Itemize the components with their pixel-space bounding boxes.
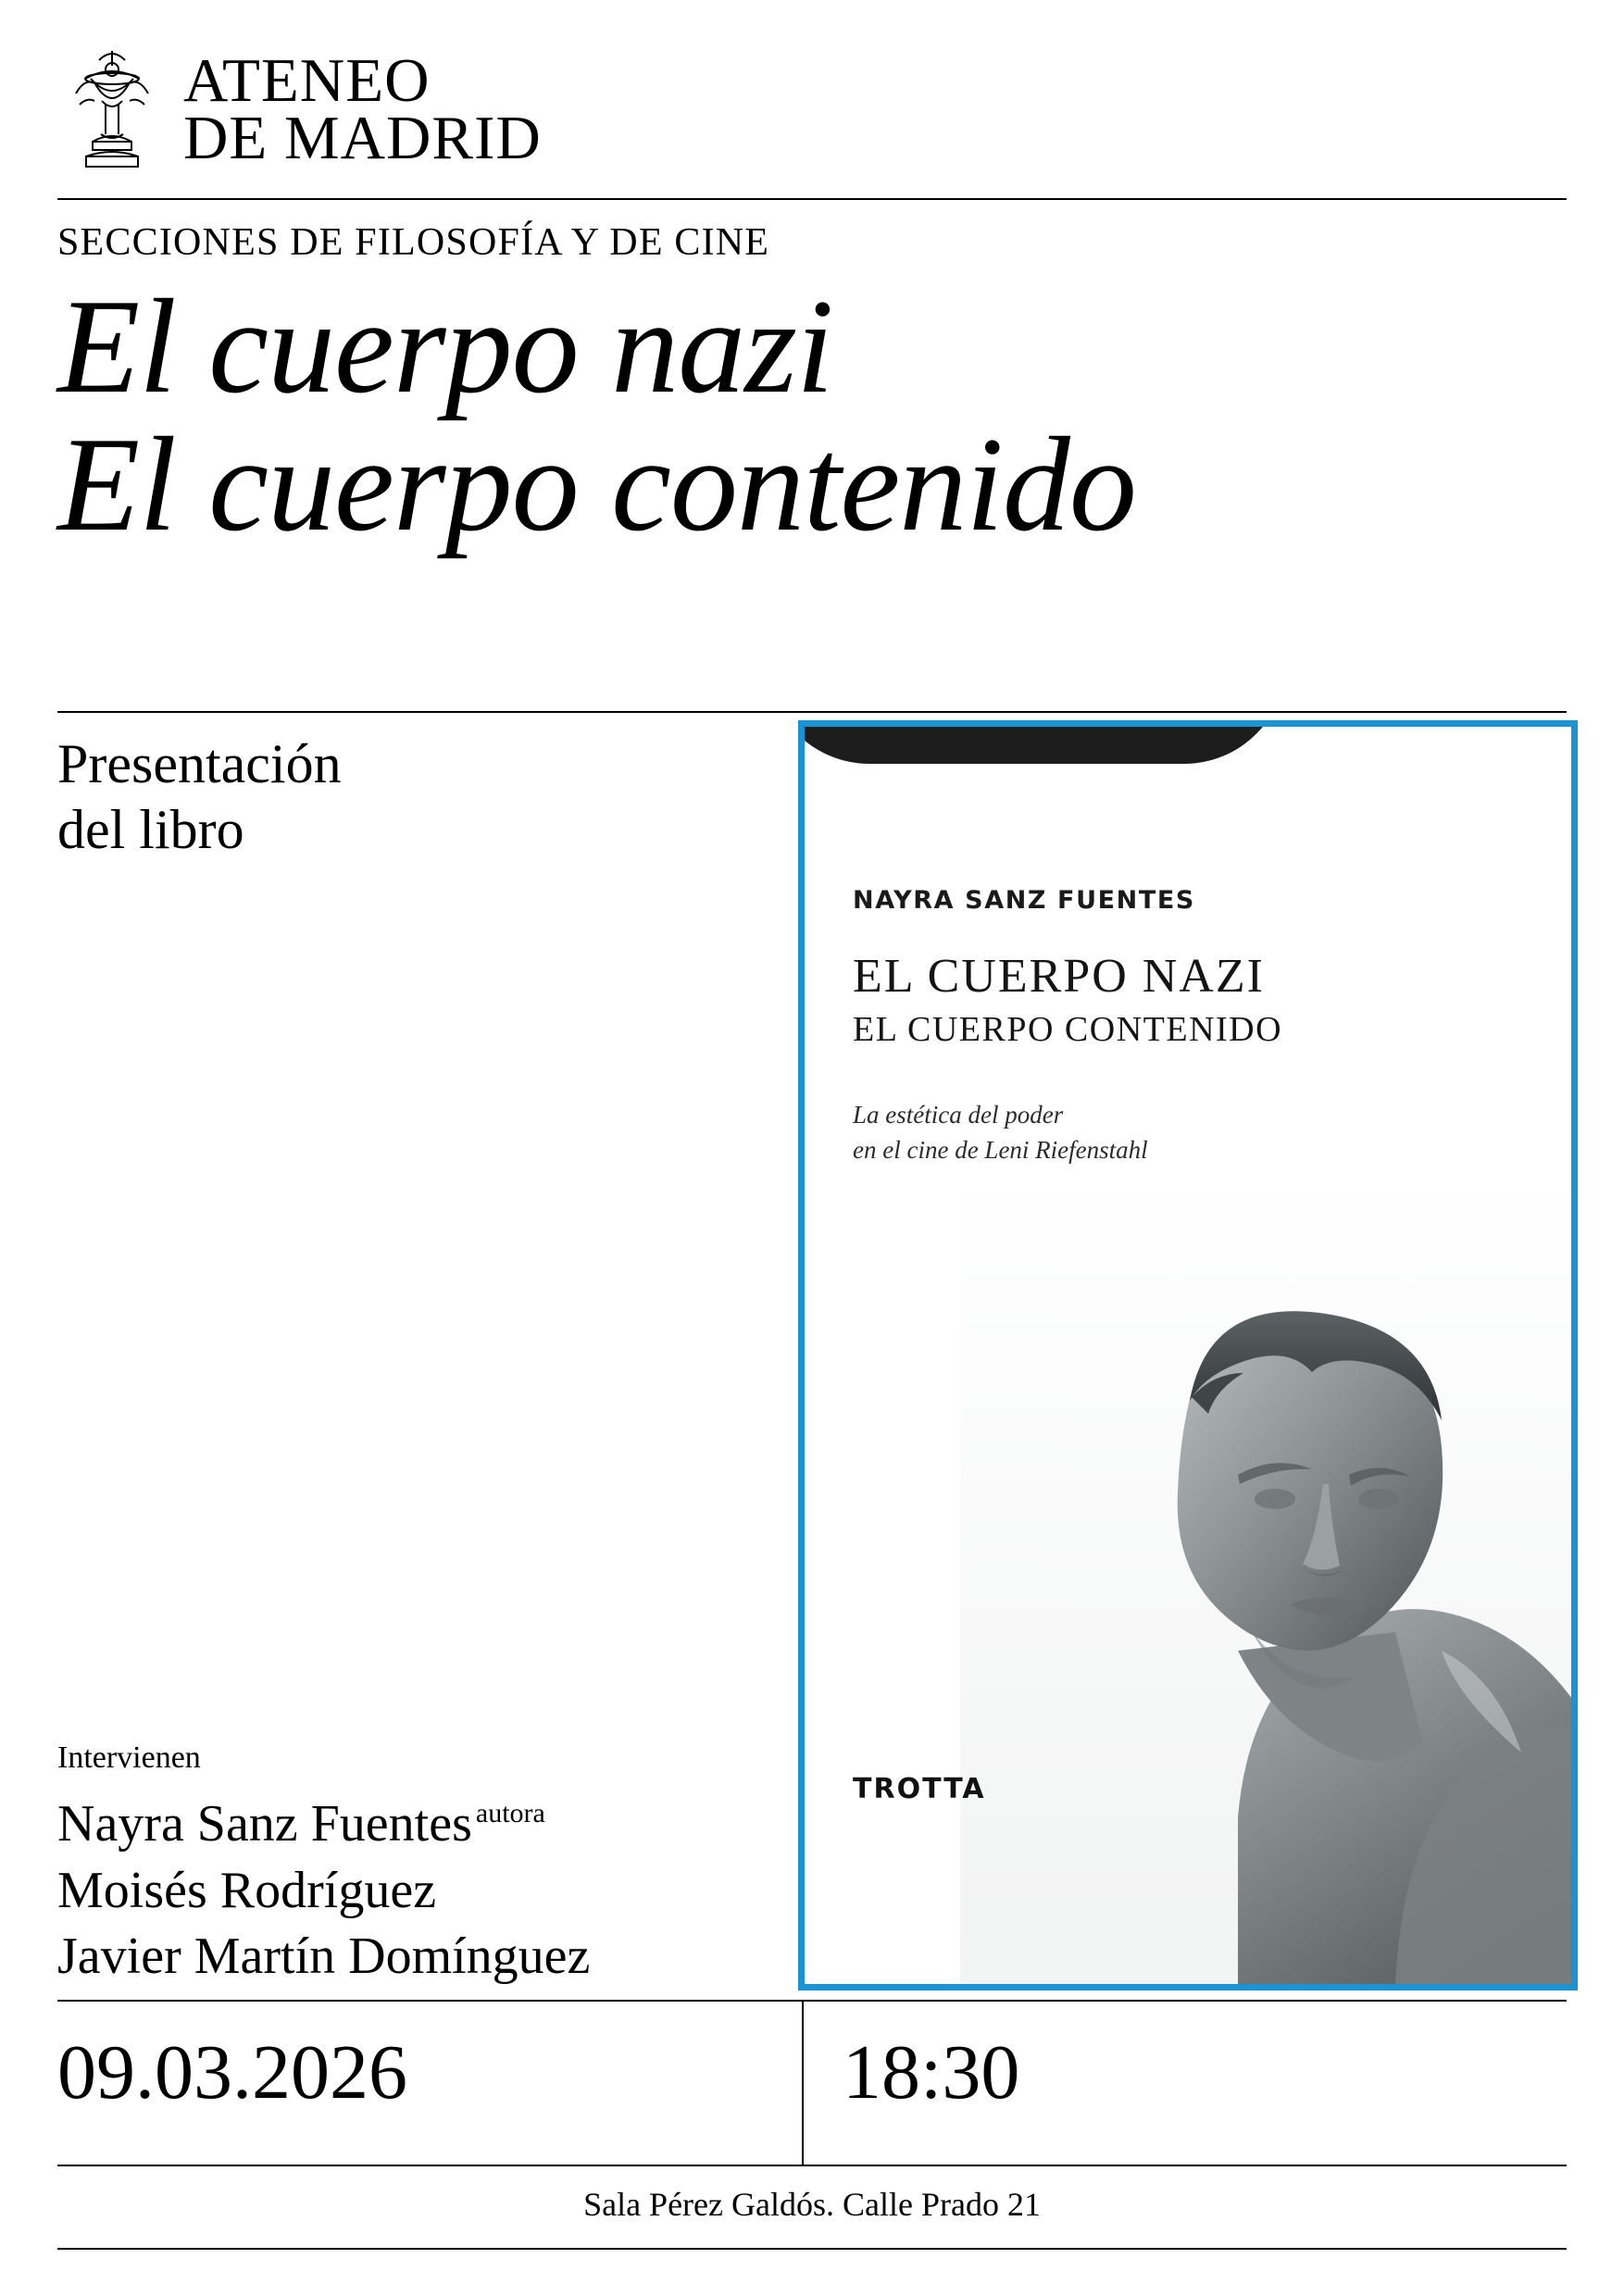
cover-subtitle: EL CUERPO CONTENIDO — [853, 1010, 1283, 1049]
cover-author: NAYRA SANZ FUENTES — [853, 886, 1195, 915]
participants-label: Intervienen — [57, 1741, 201, 1775]
presentation-label — [57, 731, 342, 863]
event-time: 18:30 — [843, 2029, 1020, 2115]
presentation-line-1: Presentación — [57, 733, 342, 794]
cover-tagline-line-2: en el cine de Leni Riefenstahl — [853, 1136, 1148, 1165]
divider-top — [57, 198, 1567, 200]
cover-top-shape — [805, 727, 1286, 764]
speaker-role: autora — [475, 1798, 545, 1829]
title-line-1: El cuerpo nazi — [57, 271, 833, 421]
cover-tagline — [853, 1097, 1148, 1168]
logo-line-1: ATENEO — [183, 46, 431, 116]
event-venue: Sala Pérez Galdós. Calle Prado 21 — [583, 2186, 1041, 2223]
cover-title: EL CUERPO NAZI — [853, 950, 1265, 1003]
speaker-name: Moisés Rodríguez — [57, 1861, 437, 1919]
participants-list — [57, 1791, 590, 1990]
book-cover — [798, 720, 1578, 1990]
event-date: 09.03.2026 — [57, 2029, 407, 2115]
list-item — [57, 1791, 590, 1858]
list-item — [57, 1858, 590, 1925]
logo-line-2: DE MADRID — [183, 104, 542, 172]
speaker-name: Nayra Sanz Fuentes — [57, 1795, 472, 1853]
divider-vertical — [802, 2000, 804, 2165]
page-title — [57, 271, 1594, 559]
organization-name — [183, 46, 542, 172]
ateneo-crest-icon — [57, 45, 167, 175]
divider-lower — [57, 2000, 1567, 2002]
cover-tagline-line-1: La estética del poder — [853, 1101, 1064, 1129]
speaker-name: Javier Martín Domínguez — [57, 1928, 591, 1986]
header — [57, 41, 1567, 180]
divider-footer — [57, 2165, 1567, 2166]
book-cover-inner — [805, 727, 1571, 1984]
divider-middle — [57, 711, 1567, 713]
list-item — [57, 1924, 590, 1990]
sections-label: SECCIONES DE FILOSOFÍA Y DE CINE — [57, 221, 770, 264]
divider-bottom — [57, 2248, 1567, 2250]
presentation-line-2: del libro — [57, 798, 244, 860]
statue-photo — [960, 1169, 1571, 1984]
title-line-2: El cuerpo contenido — [57, 408, 1136, 559]
cover-publisher: TROTTA — [853, 1773, 986, 1805]
